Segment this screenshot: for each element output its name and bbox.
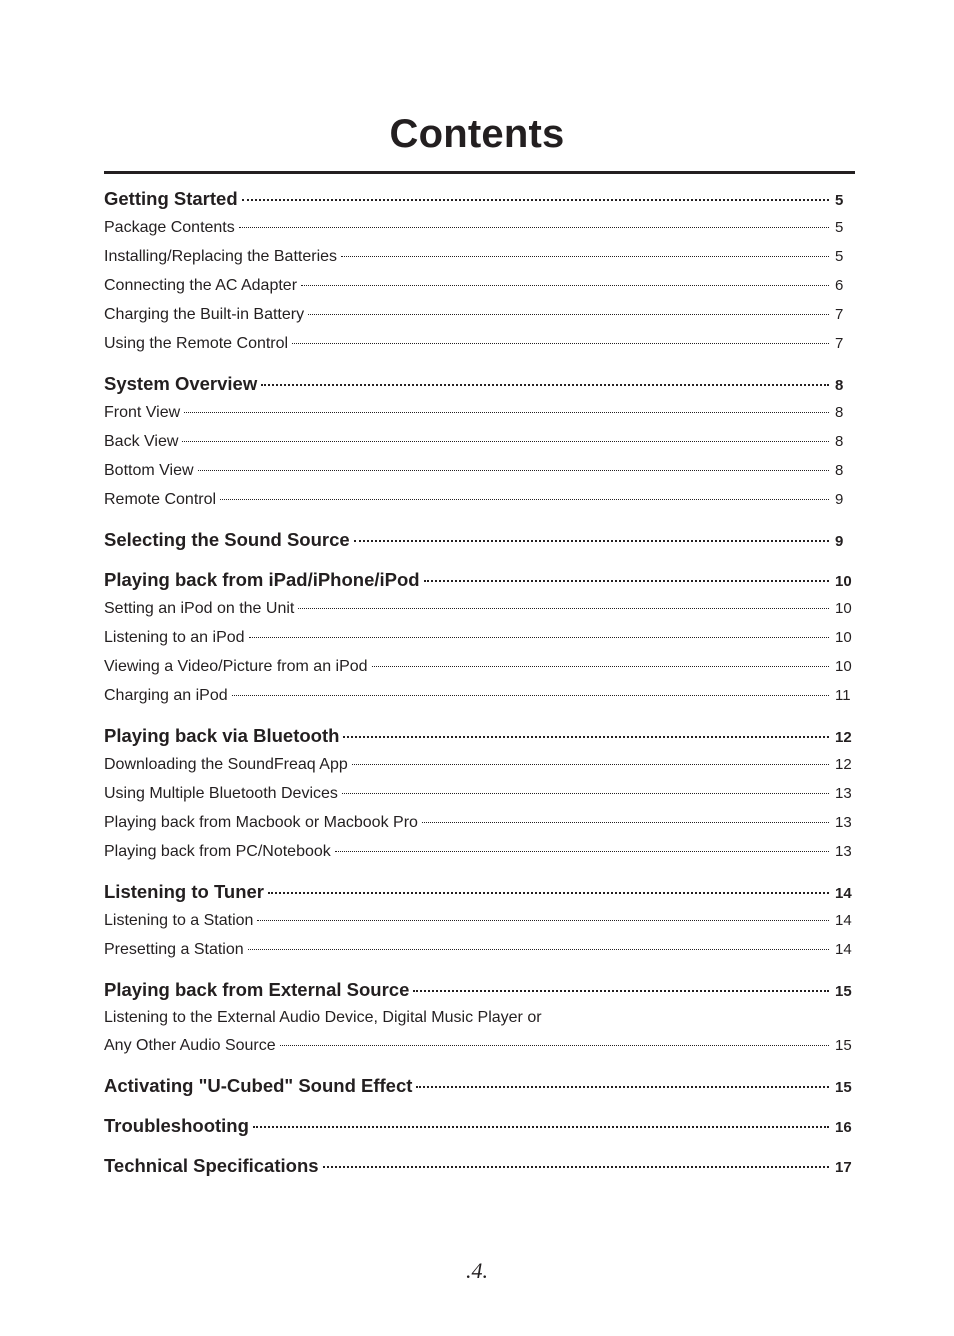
dot-leader [268, 891, 829, 894]
toc-entry-label: Listening to an iPod [104, 629, 245, 646]
toc-page-number: 12 [835, 729, 852, 746]
dot-leader [298, 607, 829, 609]
toc-entry[interactable] [104, 837, 855, 866]
dot-leader [257, 919, 829, 921]
toc-page-number: 7 [835, 306, 844, 323]
dot-leader [232, 694, 829, 696]
toc-section [104, 369, 855, 514]
dot-leader [280, 1044, 829, 1046]
toc-page-number: 13 [835, 785, 852, 802]
dot-leader [343, 735, 829, 738]
toc-section [104, 184, 855, 358]
toc-page-number: 10 [835, 658, 852, 675]
toc-entry-label: Downloading the SoundFreaq App [104, 756, 348, 773]
toc-section-heading[interactable] [104, 565, 855, 594]
title-divider [104, 171, 855, 174]
toc-page-number: 9 [835, 491, 844, 508]
toc-entry[interactable] [104, 329, 855, 358]
toc-section [104, 525, 855, 554]
toc-page-number: 15 [835, 1037, 852, 1054]
toc-section-heading[interactable] [104, 721, 855, 750]
toc-entry[interactable] [104, 750, 855, 779]
toc-entry-label: Any Other Audio Source [104, 1037, 276, 1054]
dot-leader [261, 383, 829, 386]
toc-heading-label: Technical Specifications [104, 1155, 319, 1176]
toc-page-number: 15 [835, 1079, 852, 1096]
toc-page-number: 15 [835, 983, 852, 1000]
toc-page-number: 12 [835, 756, 852, 773]
dot-leader [242, 198, 829, 201]
dot-leader [308, 313, 829, 315]
toc-entry-label: Using the Remote Control [104, 335, 289, 352]
toc-heading-label: Playing back via Bluetooth [104, 725, 340, 746]
toc-section-heading[interactable] [104, 369, 855, 398]
dot-leader [198, 469, 829, 471]
toc-page-number: 5 [835, 219, 844, 236]
toc-section-heading[interactable] [104, 525, 855, 554]
toc-entry-label: Front View [104, 404, 181, 421]
dot-leader [249, 636, 829, 638]
toc-page-number: 9 [835, 533, 844, 550]
dot-leader [341, 255, 829, 257]
toc-entry-label: Package Contents [104, 219, 235, 236]
toc-page-number: 8 [835, 462, 844, 479]
toc-entry-label: Back View [104, 433, 179, 450]
toc-heading-label: Listening to Tuner [104, 881, 264, 902]
toc-entry-label: Playing back from Macbook or Macbook Pro [104, 814, 418, 831]
toc-entry[interactable] [104, 906, 855, 935]
toc-section [104, 877, 855, 964]
toc-entry[interactable] [104, 242, 855, 271]
toc-page-number: 14 [835, 912, 852, 929]
toc-entry-label: Charging an iPod [104, 687, 228, 704]
dot-leader [248, 948, 829, 950]
toc-entry-label: Setting an iPod on the Unit [104, 600, 295, 617]
toc-entry-label: Charging the Built-in Battery [104, 306, 305, 323]
toc-entry[interactable] [104, 456, 855, 485]
toc-page-number: 6 [835, 277, 844, 294]
toc-entry-label: Presetting a Station [104, 941, 244, 958]
dot-leader [413, 989, 829, 992]
toc-entry[interactable] [104, 681, 855, 710]
table-of-contents [104, 184, 855, 1180]
toc-entry[interactable] [104, 427, 855, 456]
toc-entry[interactable] [104, 779, 855, 808]
dot-leader [422, 821, 829, 823]
toc-heading-label: System Overview [104, 373, 258, 394]
dot-leader [184, 411, 829, 413]
toc-entry-label: Bottom View [104, 462, 194, 479]
toc-entry[interactable] [104, 652, 855, 681]
toc-section-heading[interactable] [104, 975, 855, 1004]
toc-section [104, 1071, 855, 1100]
toc-page-number: 10 [835, 600, 852, 617]
dot-leader [335, 850, 829, 852]
dot-leader [352, 763, 829, 765]
dot-leader [239, 226, 829, 228]
toc-section-heading[interactable] [104, 1071, 855, 1100]
dot-leader [342, 792, 829, 794]
dot-leader [182, 440, 829, 442]
page-number: .4. [466, 1258, 488, 1283]
toc-entry-label: Remote Control [104, 491, 217, 508]
toc-entry-label: Listening to the External Audio Device, Digital Music Player or [104, 1009, 542, 1026]
toc-entry[interactable] [104, 213, 855, 242]
toc-page-number: 13 [835, 843, 852, 860]
dot-leader [323, 1165, 829, 1168]
toc-section-heading[interactable] [104, 877, 855, 906]
toc-page-number: 17 [835, 1159, 852, 1176]
toc-page-number: 14 [835, 941, 852, 958]
toc-section [104, 1151, 855, 1180]
toc-entry-label: Connecting the AC Adapter [104, 277, 298, 294]
toc-entry[interactable] [104, 1004, 855, 1031]
toc-page-number: 10 [835, 573, 852, 590]
dot-leader [253, 1125, 829, 1128]
toc-page-number: 5 [835, 192, 844, 209]
toc-entry-label: Playing back from PC/Notebook [104, 843, 331, 860]
toc-page-number: 14 [835, 885, 852, 902]
toc-section [104, 721, 855, 866]
toc-page-number: 8 [835, 377, 844, 394]
toc-page-number: 13 [835, 814, 852, 831]
dot-leader [416, 1085, 829, 1088]
toc-entry-label: Listening to a Station [104, 912, 254, 929]
toc-heading-label: Activating "U-Cubed" Sound Effect [104, 1075, 413, 1096]
toc-entry[interactable] [104, 271, 855, 300]
toc-page-number: 5 [835, 248, 844, 265]
toc-page-number: 7 [835, 335, 844, 352]
toc-entry-label: Viewing a Video/Picture from an iPod [104, 658, 368, 675]
toc-entry-label: Using Multiple Bluetooth Devices [104, 785, 338, 802]
dot-leader [301, 284, 829, 286]
toc-heading-label: Playing back from External Source [104, 979, 410, 1000]
toc-entry[interactable] [104, 808, 855, 837]
toc-entry[interactable] [104, 594, 855, 623]
toc-section-heading[interactable] [104, 1111, 855, 1140]
toc-section-heading[interactable] [104, 1151, 855, 1180]
page-title: Contents [389, 112, 565, 156]
toc-entry[interactable] [104, 398, 855, 427]
toc-entry[interactable] [104, 935, 855, 964]
toc-page-number: 8 [835, 433, 844, 450]
toc-section [104, 565, 855, 710]
toc-entry[interactable] [104, 300, 855, 329]
toc-heading-label: Selecting the Sound Source [104, 529, 350, 550]
toc-entry[interactable] [104, 485, 855, 514]
dot-leader [220, 498, 829, 500]
dot-leader [354, 539, 829, 542]
dot-leader [372, 665, 829, 667]
dot-leader [292, 342, 829, 344]
toc-entry[interactable] [104, 623, 855, 652]
dot-leader [424, 579, 829, 582]
toc-page-number: 11 [835, 687, 851, 704]
toc-page-number: 16 [835, 1119, 852, 1136]
toc-section-heading[interactable] [104, 184, 855, 213]
toc-entry[interactable] [104, 1031, 855, 1060]
toc-heading-label: Getting Started [104, 188, 238, 209]
toc-heading-label: Troubleshooting [104, 1115, 249, 1136]
toc-heading-label: Playing back from iPad/iPhone/iPod [104, 569, 420, 590]
toc-page-number: 10 [835, 629, 852, 646]
toc-entry-label: Installing/Replacing the Batteries [104, 248, 338, 265]
toc-section [104, 975, 855, 1060]
toc-section [104, 1111, 855, 1140]
toc-page-number: 8 [835, 404, 844, 421]
